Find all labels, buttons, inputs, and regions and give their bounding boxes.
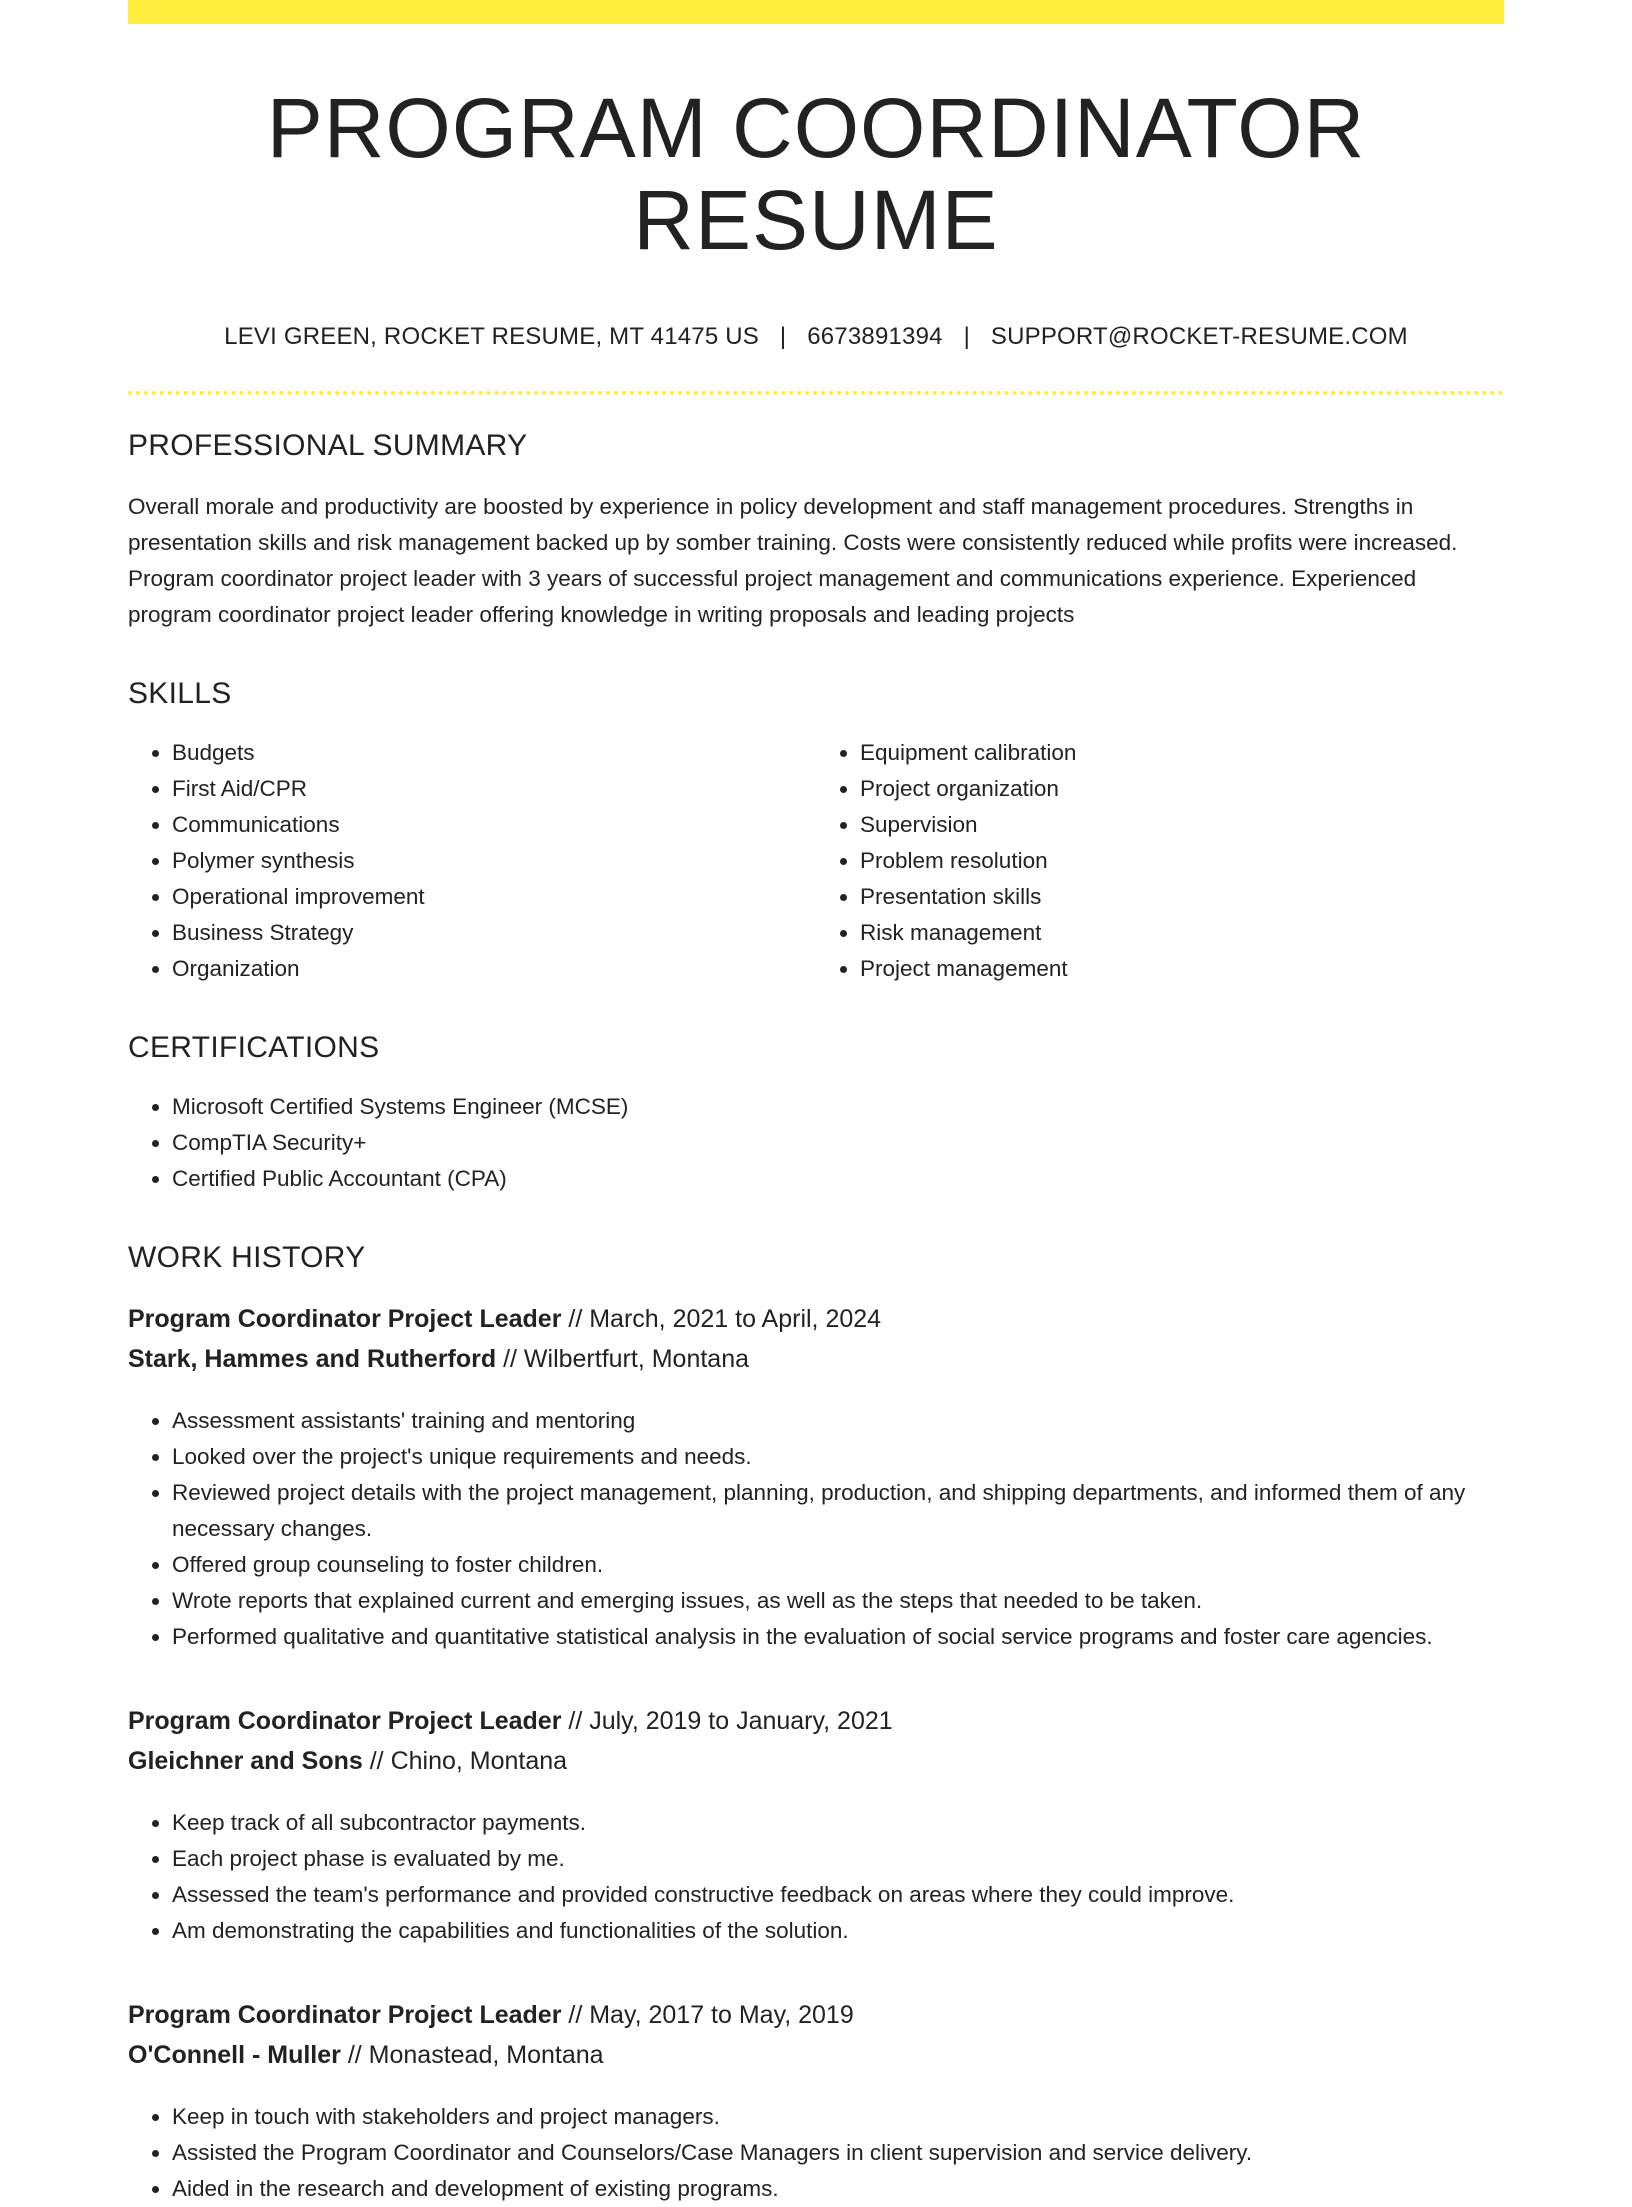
- contact-separator: |: [779, 322, 787, 350]
- job-dates: // July, 2019 to January, 2021: [561, 1706, 893, 1735]
- job-company-line: [128, 1741, 1504, 1781]
- job-bullets: [128, 2099, 1504, 2207]
- job-bullet: • Am demonstrating the capabilities and functionalities of the solution.: [172, 1913, 1504, 1949]
- job-bullet: • Looked over the project's unique requirements and needs.: [172, 1439, 1504, 1475]
- job-title-line: [128, 1299, 1504, 1339]
- job-company: O'Connell - Muller: [128, 2040, 341, 2069]
- skill-item: • Budgets: [172, 735, 816, 771]
- skill-item: • Equipment calibration: [860, 735, 1504, 771]
- work-history-heading: WORK HISTORY: [128, 1240, 366, 1274]
- contact-separator: |: [963, 322, 970, 350]
- job-bullet: • Aided in the research and development of existing programs.: [172, 2171, 1504, 2207]
- resume-title: PROGRAM COORDINATOR RESUME: [266, 81, 1366, 268]
- job-location: // Wilbertfurt, Montana: [496, 1344, 750, 1373]
- skill-item: • Operational improvement: [172, 879, 816, 915]
- skills-list-right: [816, 735, 1504, 987]
- job-bullets: [128, 1403, 1504, 1655]
- job-dates: // March, 2021 to April, 2024: [561, 1304, 882, 1333]
- summary-heading: PROFESSIONAL SUMMARY: [128, 428, 528, 462]
- job-title: Program Coordinator Project Leader: [128, 1706, 562, 1735]
- job-location: // Chino, Montana: [362, 1746, 568, 1775]
- skill-item: • Business Strategy: [172, 915, 816, 951]
- contact-email: SUPPORT@ROCKET-RESUME.COM: [990, 322, 1408, 350]
- dotted-divider: [128, 391, 1504, 395]
- summary-text: Overall morale and productivity are boosted by experience in policy development and staff management procedures. Strengths in presentation skills and risk management backed up by somber training. Costs were consistently reduced while profits were increased. Program coordinator project leader with 3 years of successful project management and communications experience. Experienced program coordinator project leader offering knowledge in writing proposals and leading projects: [128, 493, 1458, 627]
- skill-item: • Organization: [172, 951, 816, 987]
- job-bullet: • Keep track of all subcontractor payments.: [172, 1805, 1504, 1841]
- job-bullet: • Offered group counseling to foster children.: [172, 1547, 1504, 1583]
- certification-item: • Certified Public Accountant (CPA): [172, 1161, 1504, 1197]
- skill-item: • Risk management: [860, 915, 1504, 951]
- job-company: Gleichner and Sons: [128, 1746, 363, 1775]
- skill-item: • Project management: [860, 951, 1504, 987]
- job-bullets: [128, 1805, 1504, 1949]
- skills-list-left: [128, 735, 816, 987]
- job-title: Program Coordinator Project Leader: [128, 2000, 562, 2029]
- job-bullet: • Assessed the team's performance and provided constructive feedback on areas where they could improve.: [172, 1877, 1504, 1913]
- skill-item: • Project organization: [860, 771, 1504, 807]
- job-title-line: [128, 1995, 1504, 2035]
- skill-item: • Polymer synthesis: [172, 843, 816, 879]
- contact-line: [128, 323, 1504, 351]
- certification-item: • Microsoft Certified Systems Engineer (MCSE): [172, 1089, 1504, 1125]
- skills-heading: SKILLS: [128, 676, 232, 710]
- job-bullet: • Each project phase is evaluated by me.: [172, 1841, 1504, 1877]
- job-company: Stark, Hammes and Rutherford: [128, 1344, 497, 1373]
- job-bullet: • Reviewed project details with the project management, planning, production, and shipping departments, and informed them of any necessary changes.: [172, 1475, 1504, 1547]
- contact-phone: 6673891394: [807, 322, 943, 350]
- job-company-line: [128, 2035, 1504, 2075]
- skill-item: • First Aid/CPR: [172, 771, 816, 807]
- certification-item: • CompTIA Security+: [172, 1125, 1504, 1161]
- contact-address: LEVI GREEN, ROCKET RESUME, MT 41475 US: [224, 322, 760, 350]
- skill-item: • Communications: [172, 807, 816, 843]
- certifications-heading: CERTIFICATIONS: [128, 1030, 380, 1064]
- job-bullet: • Assessment assistants' training and mentoring: [172, 1403, 1504, 1439]
- job-title: Program Coordinator Project Leader: [128, 1304, 562, 1333]
- skill-item: • Problem resolution: [860, 843, 1504, 879]
- job-title-line: [128, 1701, 1504, 1741]
- job-bullet: • Keep in touch with stakeholders and project managers.: [172, 2099, 1504, 2135]
- resume-page: [128, 0, 1504, 2207]
- job-company-line: [128, 1339, 1504, 1379]
- certifications-list: [128, 1089, 1504, 1197]
- skill-item: • Presentation skills: [860, 879, 1504, 915]
- job-location: // Monastead, Montana: [340, 2040, 604, 2069]
- job-dates: // May, 2017 to May, 2019: [561, 2000, 854, 2029]
- skill-item: • Supervision: [860, 807, 1504, 843]
- job-bullet: • Wrote reports that explained current and emerging issues, as well as the steps that needed to be taken.: [172, 1583, 1504, 1619]
- job-bullet: • Performed qualitative and quantitative statistical analysis in the evaluation of social service programs and foster care agencies.: [172, 1619, 1504, 1655]
- job-bullet: • Assisted the Program Coordinator and Counselors/Case Managers in client supervision and service delivery.: [172, 2135, 1504, 2171]
- accent-top-bar: [128, 0, 1504, 24]
- skills-columns: [128, 711, 1504, 987]
